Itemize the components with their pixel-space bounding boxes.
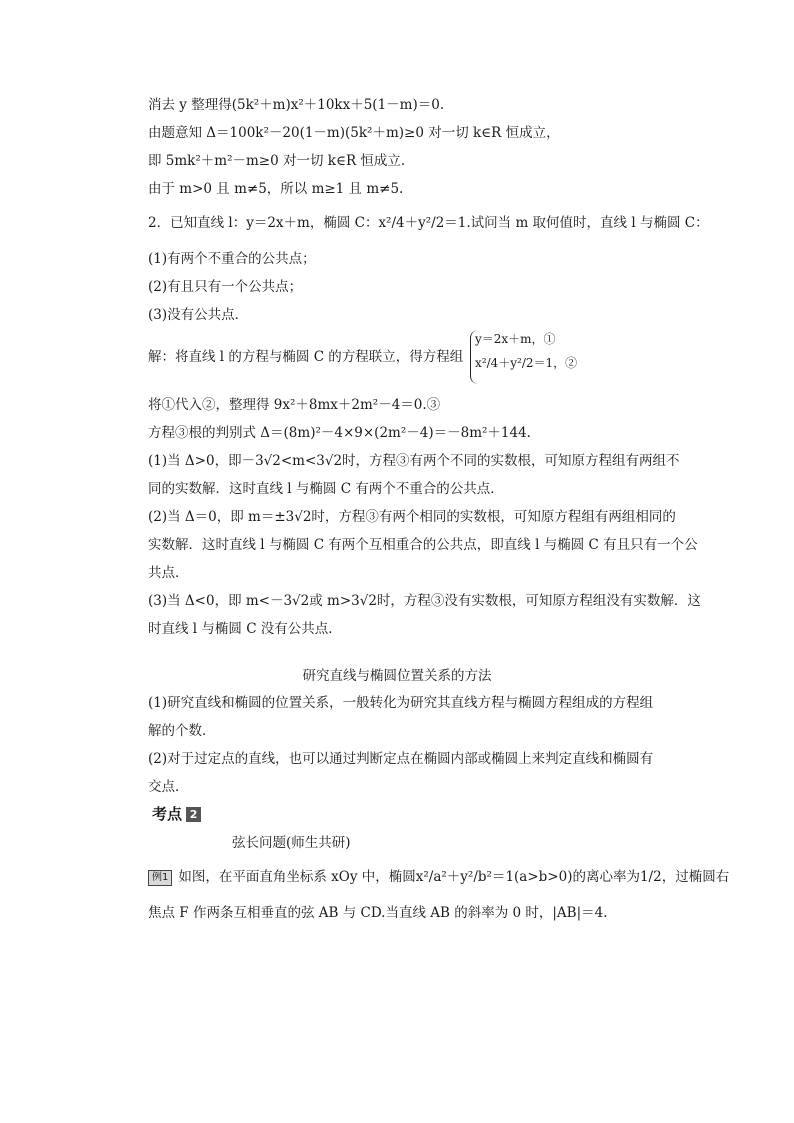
text-line: 实数解．这时直线 l 与椭圆 C 有两个互相重合的公共点，即直线 l 与椭圆 C 有且只有一个公 (148, 537, 698, 553)
text-line: 消去 y 整理得(5k²＋m)x²＋10kx＋5(1－m)＝0. (148, 97, 445, 113)
example-line-1 (148, 868, 729, 886)
text-line: (1)研究直线和椭圆的位置关系，一般转化为研究其直线方程与椭圆方程组成的方程组 (148, 695, 654, 711)
text-line: 时直线 l 与椭圆 C 没有公共点． (148, 621, 342, 637)
text-line: (1)有两个不重合的公共点； (148, 251, 316, 267)
text-line: 共点． (148, 565, 189, 581)
text-line: (3)没有公共点． (148, 307, 249, 323)
method-title: 研究直线与椭圆位置关系的方法 (302, 668, 492, 684)
kaodian-heading (152, 803, 201, 824)
section-title: 弦长问题(师生共研) (232, 835, 351, 851)
example-line-2: 焦点 F 作两条互相垂直的弦 AB 与 CD.当直线 AB 的斜率为 0 时，|AB|＝4. (148, 905, 608, 921)
text-line: 同的实数解．这时直线 l 与椭圆 C 有两个不重合的公共点． (148, 481, 504, 497)
text-line: (2)当 Δ＝0，即 m＝±3√2时，方程③有两个相同的实数根，可知原方程组有两组相同的 (148, 509, 676, 525)
text-line: (3)当 Δ<0，即 m<－3√2或 m>3√2时，方程③没有实数根，可知原方程组没有实数解．这 (148, 593, 701, 609)
text-line: (1)当 Δ>0，即－3√2<m<3√2时，方程③有两个不同的实数根，可知原方程组有两组不 (148, 453, 680, 469)
problem-statement: 2．已知直线 l：y＝2x＋m，椭圆 C：x²/4＋y²/2＝1.试问当 m 取何值时，直线 l 与椭圆 C： (148, 215, 709, 231)
text-line: 解的个数． (148, 723, 216, 739)
text-line: (2)有且只有一个公共点； (148, 279, 303, 295)
system-row-1: y＝2x＋m，① (475, 332, 556, 346)
text-line: 方程③根的判别式 Δ＝(8m)²－4×9×(2m²－4)＝－8m²＋144. (148, 425, 531, 441)
equation-system (470, 330, 578, 384)
example-text: 如图，在平面直角坐标系 xOy 中，椭圆x²/a²＋y²/b²＝1(a>b>0)的离心率为1/2，过椭圆右 (178, 869, 730, 885)
kaodian-label: 考点 (152, 805, 183, 823)
kaodian-number: 2 (186, 807, 201, 822)
example-badge: 例1 (148, 870, 172, 886)
system-row-2: x²/4＋y²/2＝1，② (475, 356, 578, 370)
text-line: 交点． (148, 779, 189, 795)
text-line: (2)对于过定点的直线，也可以通过判断定点在椭圆内部或椭圆上来判定直线和椭圆有 (148, 751, 654, 767)
text-line: 将①代入②，整理得 9x²＋8mx＋2m²－4＝0.③ (148, 397, 441, 413)
text-line: 由于 m>0 且 m≠5，所以 m≥1 且 m≠5. (148, 181, 404, 197)
text-line: 由题意知 Δ＝100k²－20(1－m)(5k²＋m)≥0 对一切 k∈R 恒成立， (148, 125, 560, 141)
text-line: 即 5mk²＋m²－m≥0 对一切 k∈R 恒成立. (148, 153, 406, 169)
solution-intro: 解：将直线 l 的方程与椭圆 C 的方程联立，得方程组 (148, 349, 464, 365)
